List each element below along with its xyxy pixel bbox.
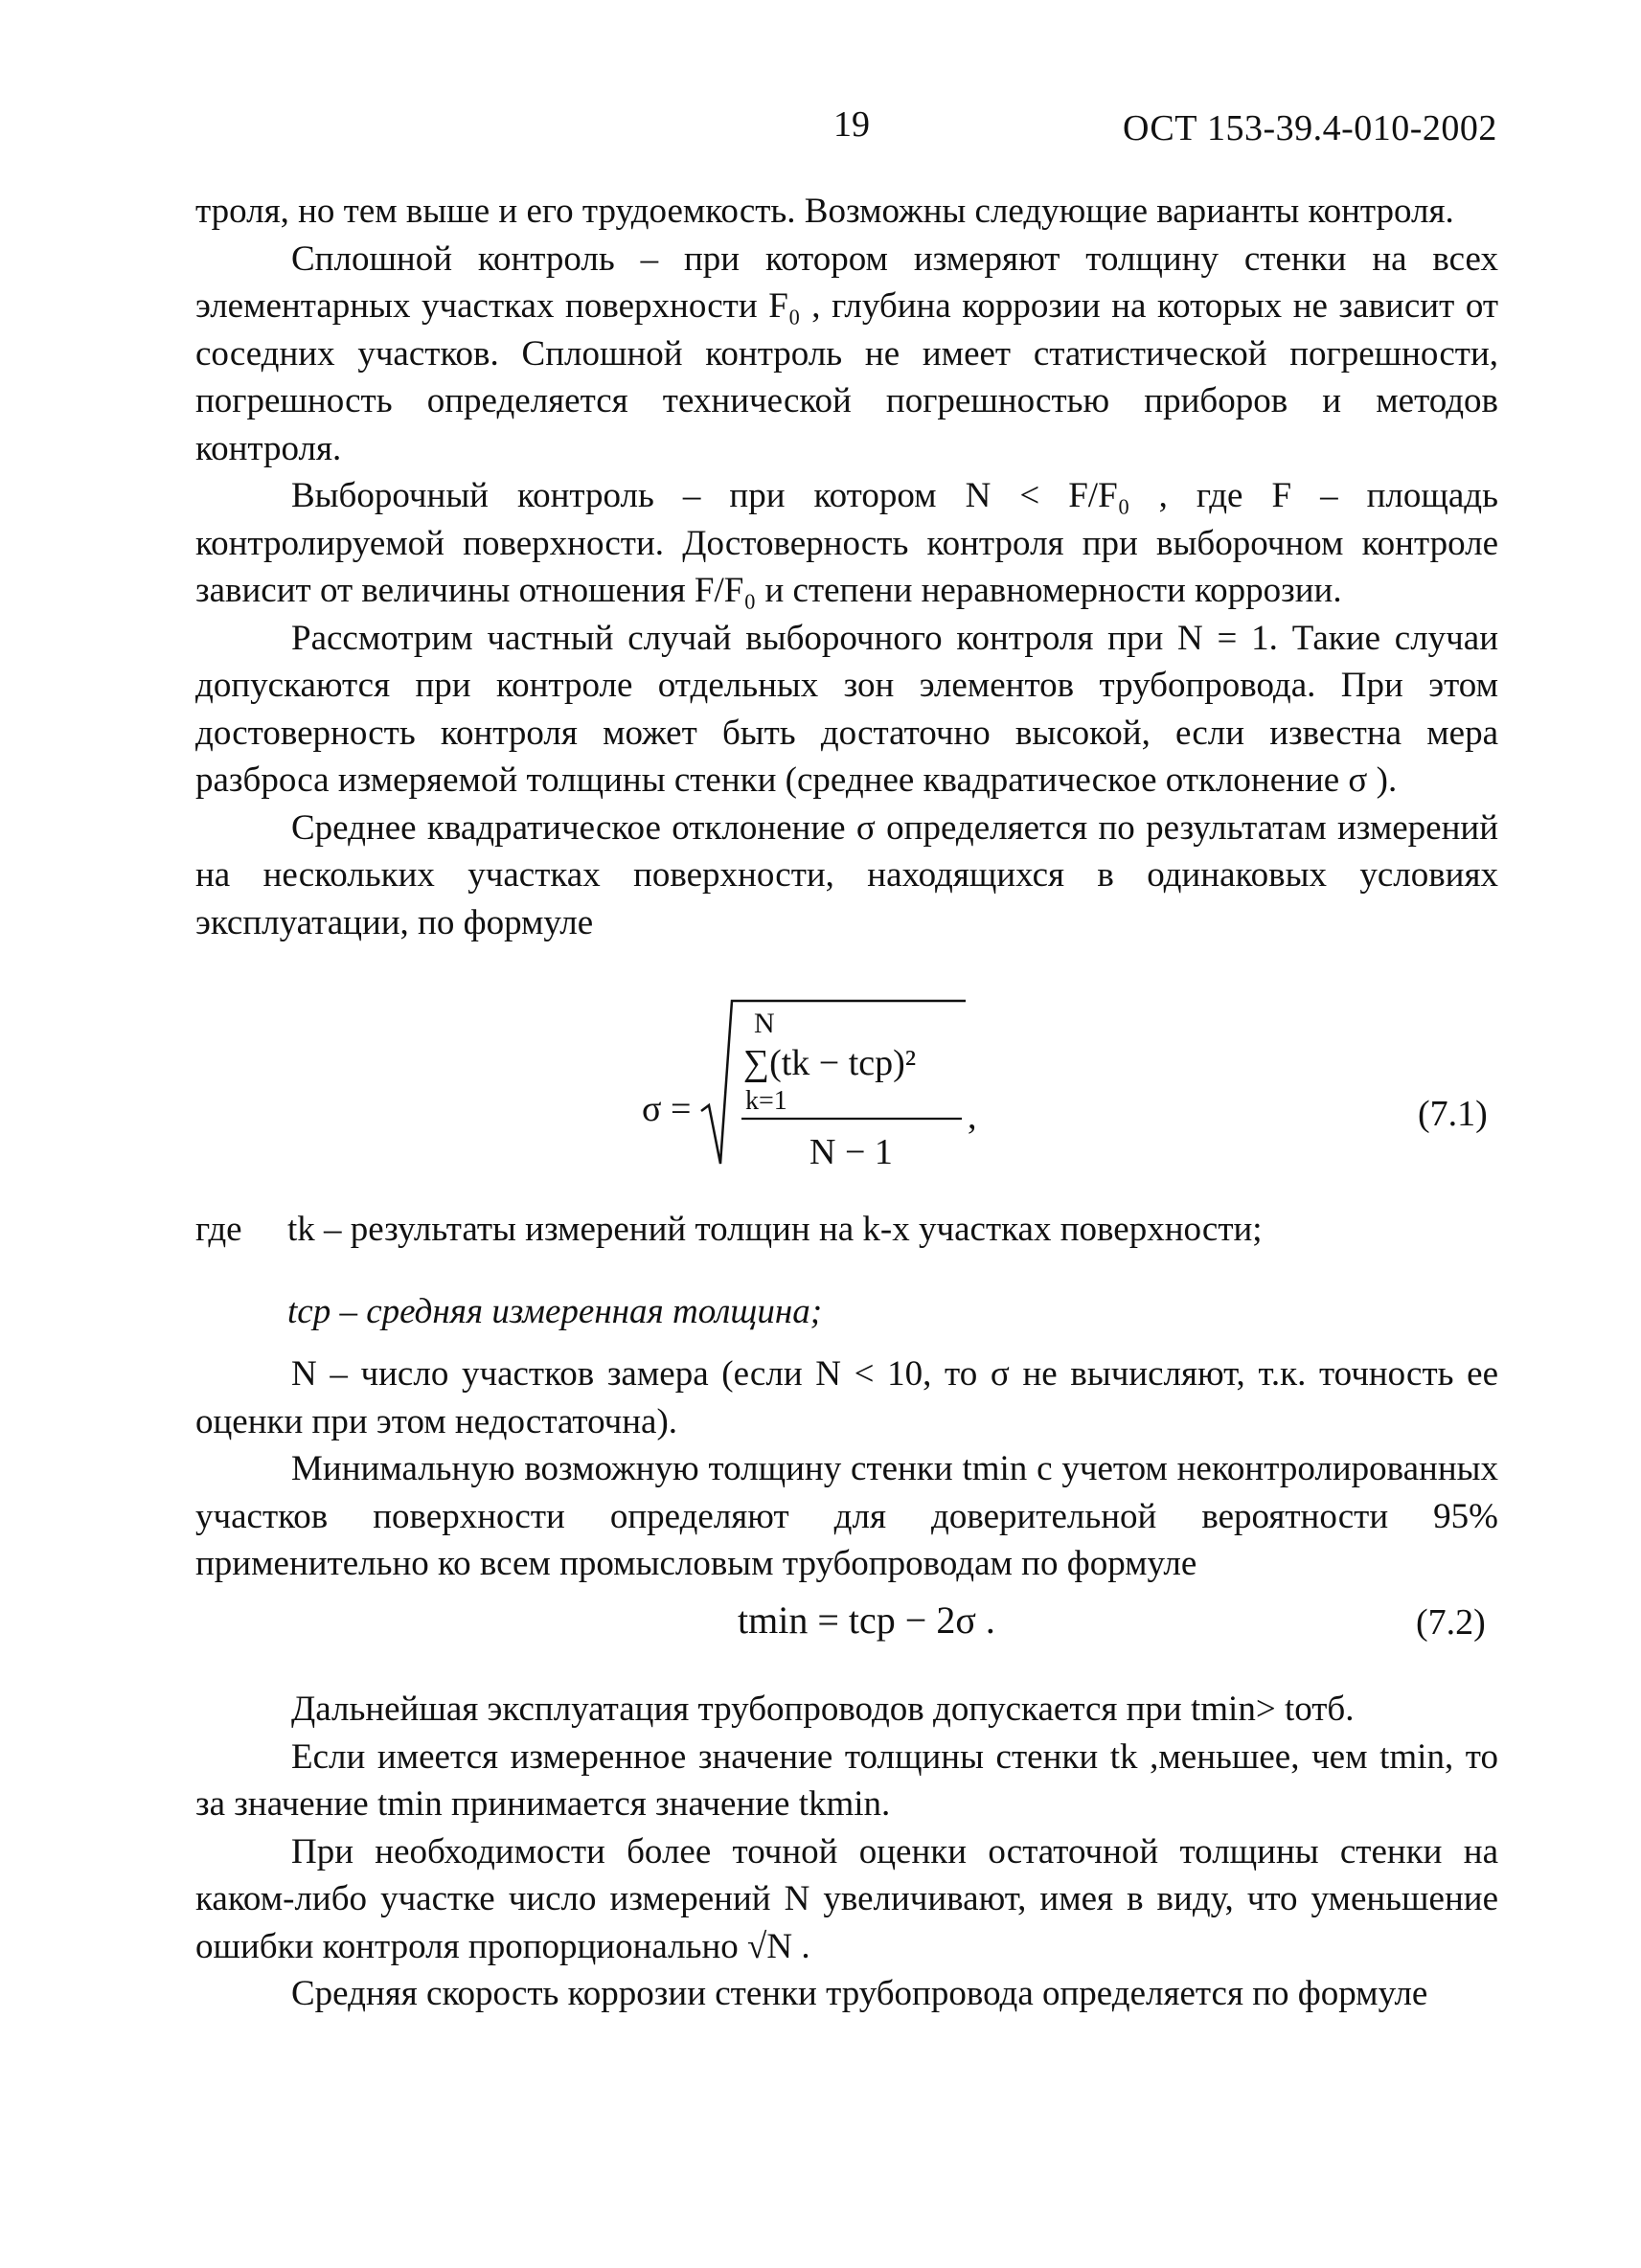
body-middle [195, 1350, 1498, 1588]
sum-upper-limit: N [754, 1008, 775, 1039]
paragraph-sample-control: Выборочный контроль – при котором N < F/F₀ , где F – площадь контролируемой поверхности. Достоверность контроля при выборочном контроле зависит от величины отношения F/F₀ и степени неравномерности коррозии. [195, 476, 1498, 610]
paragraph-further-operation: Дальнейшая эксплуатация трубопроводов допускается при tmin> tотб. [291, 1690, 1355, 1729]
equation-number-7-2: (7.2) [1416, 1602, 1486, 1643]
formula-7-1 [613, 987, 1533, 1178]
where-label: где [195, 1210, 242, 1249]
document-code: ОСТ 153-39.4-010-2002 [1123, 108, 1497, 148]
formula-7-1-lhs: σ = [642, 1089, 692, 1129]
formula-7-1-comma: , [968, 1097, 977, 1137]
body-top [195, 188, 1498, 946]
paragraph-measured-value: Если имеется измеренное значение толщины стенки tk ,меньшее, чем tmin, то за значение tmin принимается значение tkmin. [195, 1736, 1498, 1824]
formula-7-1-denominator: N − 1 [809, 1132, 893, 1172]
paragraph-corrosion-rate: Средняя скорость коррозии стенки трубопровода определяется по формуле [291, 1974, 1428, 2013]
sum-lower-limit: k=1 [745, 1086, 787, 1116]
formula-7-1-numerator: ∑(tk − tср)² [743, 1043, 917, 1083]
paragraph-special-case: Рассмотрим частный случай выборочного контроля при N = 1. Такие случаи допускаются при контроле отдельных зон элементов трубопровода. При этом достоверность контроля может быть достаточно высокой, если известна мера разброса измеряемой толщины стенки (среднее квадратическое отклонение σ ). [195, 618, 1498, 800]
equation-number-7-1: (7.1) [1418, 1094, 1488, 1134]
paragraph-continuation: троля, но тем выше и его трудоемкость. Возможны следующие варианты контроля. [195, 192, 1454, 231]
paragraph-std-deviation: Среднее квадратическое отклонение σ определяется по результатам измерений на нескольких участках поверхности, находящихся в одинаковых условиях эксплуатации, по формуле [195, 807, 1498, 942]
formula-7-2: tmin = tср − 2σ . [738, 1599, 995, 1642]
definition-tcp: tср – средняя измеренная толщина; [287, 1292, 823, 1331]
page-number: 19 [833, 104, 870, 145]
paragraph-min-thickness: Минимальную возможную толщину стенки tmin с учетом неконтролированных участков поверхности определяют для доверительной вероятности 95% применительно ко всем промысловым трубопроводам по формуле [195, 1449, 1498, 1583]
paragraph-full-control: Сплошной контроль – при котором измеряют толщину стенки на всех элементарных участках поверхности F₀ , глубина коррозии на которых не зависит от соседних участков. Сплошной контроль не имеет статистической погрешности, погрешность определяется технической погрешностью приборов и методов контроля. [195, 238, 1498, 468]
paragraph-more-precise: При необходимости более точной оценки остаточной толщины стенки на каком-либо участке число измерений N увеличивают, имея в виду, что уменьшение ошибки контроля пропорционально √N . [195, 1831, 1498, 1966]
body-bottom [195, 1686, 1498, 2018]
definition-tk: tk – результаты измерений толщин на k-х участках поверхности; [287, 1210, 1263, 1249]
paragraph-n-definition: N – число участков замера (если N < 10, то σ не вычисляют, т.к. точность ее оценки при этом недостаточна). [195, 1354, 1498, 1441]
